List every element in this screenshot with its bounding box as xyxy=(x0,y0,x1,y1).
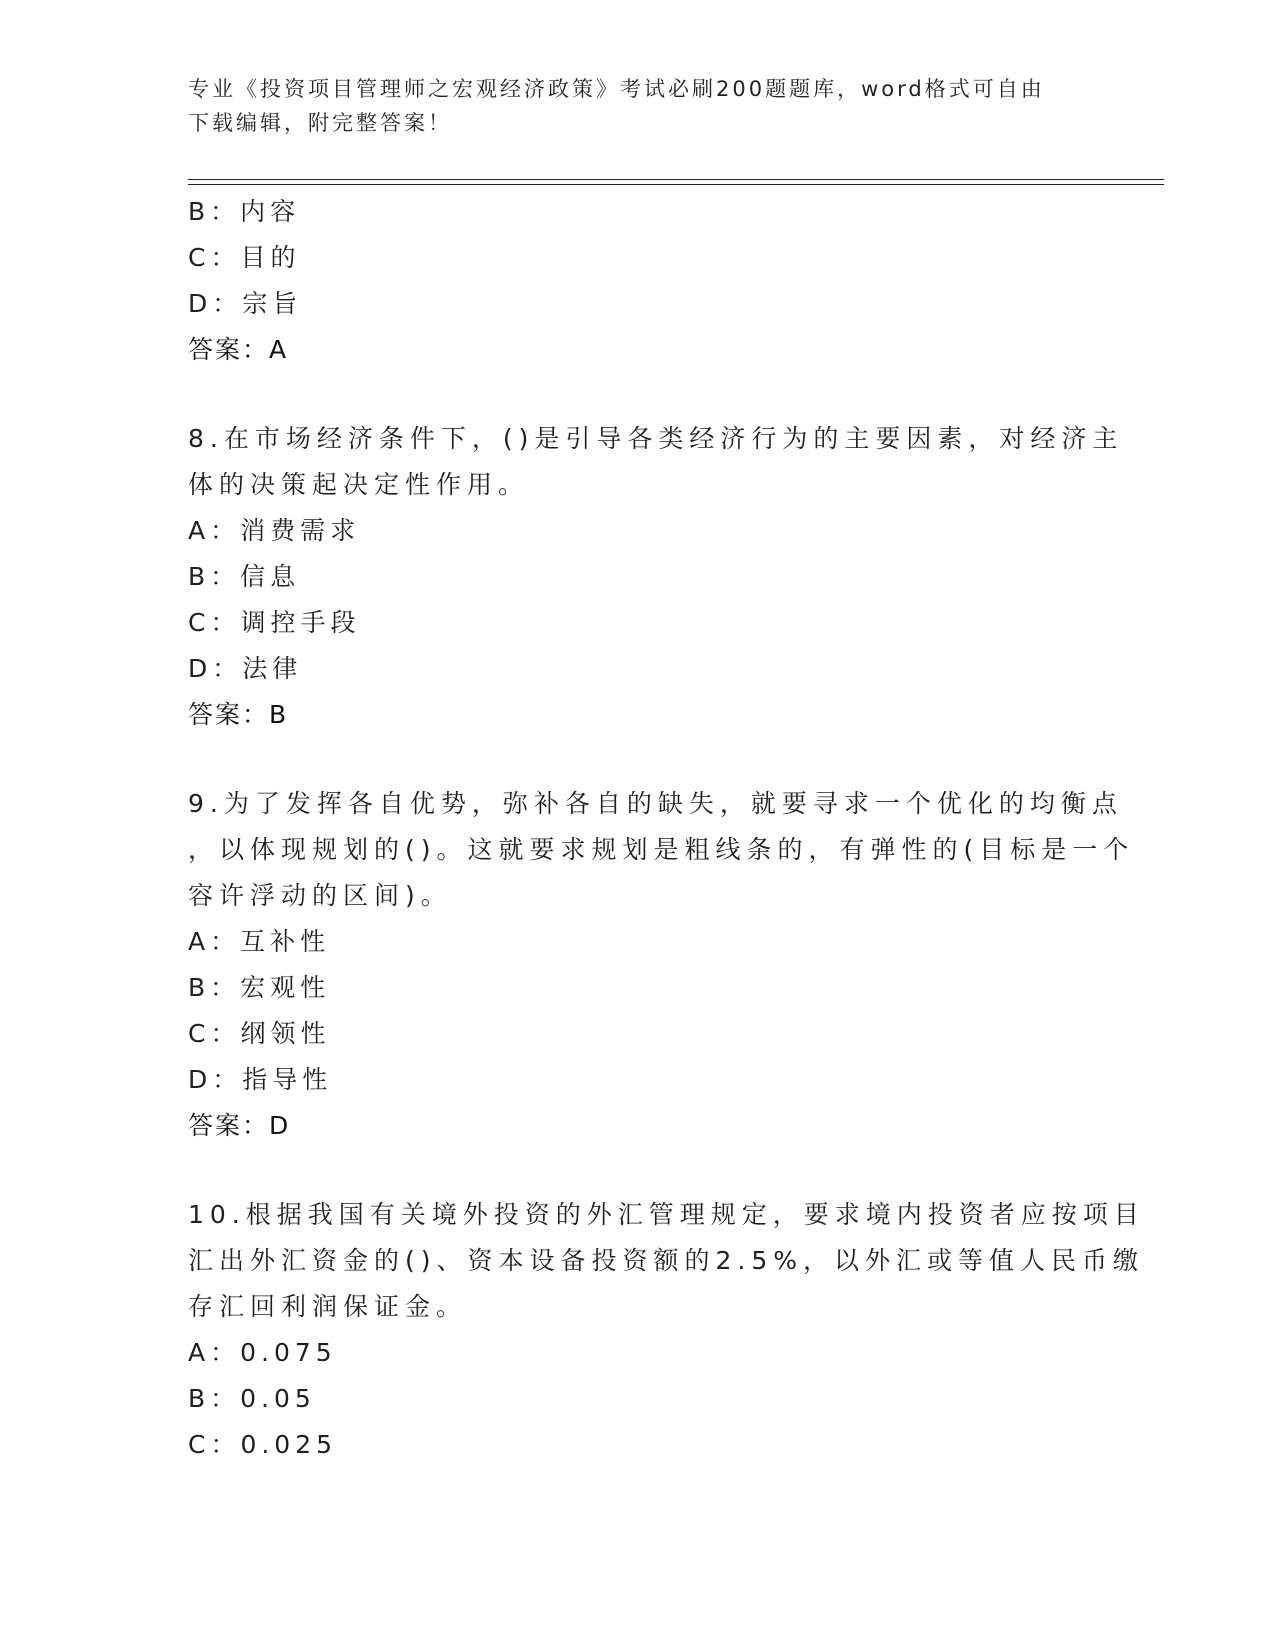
option-c: C：调控手段 xyxy=(188,608,361,637)
question-stem-line: 9.为了发挥各自优势，弥补各自的缺失，就要寻求一个优化的均衡点 xyxy=(188,789,1123,818)
question-9 xyxy=(188,781,1135,1149)
header-line-1: 专业《投资项目管理师之宏观经济政策》考试必刷200题题库，word格式可自由 xyxy=(188,77,1045,101)
document-header xyxy=(188,72,1088,140)
option-b: B：信息 xyxy=(188,562,301,591)
answer-line: 答案：D xyxy=(188,1111,291,1140)
question-stem-line: 体的决策起决定性作用。 xyxy=(188,470,530,499)
header-line-2: 下载编辑，附完整答案！ xyxy=(188,111,452,135)
spacer xyxy=(188,373,1088,416)
option-b: B：0.05 xyxy=(188,1384,316,1413)
option-d: D：法律 xyxy=(188,654,303,683)
question-stem-line: ，以体现规划的()。这就要求规划是粗线条的，有弹性的(目标是一个 xyxy=(188,835,1135,864)
question-stem-line: 8.在市场经济条件下，()是引导各类经济行为的主要因素，对经济主 xyxy=(188,424,1124,453)
header-divider-bottom xyxy=(188,184,1164,185)
option-a: A：消费需求 xyxy=(188,516,361,545)
option-a: A：互补性 xyxy=(188,927,331,956)
question-7-tail xyxy=(188,189,1088,373)
option-c: C：目的 xyxy=(188,243,301,272)
option-d: D：指导性 xyxy=(188,1065,333,1094)
question-stem-line: 汇出外汇资金的()、资本设备投资额的2.5%，以外汇或等值人民币缴 xyxy=(188,1246,1145,1275)
answer-line: 答案：B xyxy=(188,700,289,729)
question-stem-line: 10.根据我国有关境外投资的外汇管理规定，要求境内投资者应按项目 xyxy=(188,1200,1145,1229)
spacer xyxy=(188,1149,1088,1192)
option-b: B：内容 xyxy=(188,197,301,226)
spacer xyxy=(188,738,1088,781)
option-b: B：宏观性 xyxy=(188,973,331,1002)
document-body xyxy=(188,189,1145,1468)
answer-line: 答案：A xyxy=(188,335,289,364)
header-divider-top xyxy=(188,179,1164,180)
question-stem-line: 容许浮动的区间)。 xyxy=(188,881,452,910)
question-8 xyxy=(188,416,1124,738)
option-d: D：宗旨 xyxy=(188,289,303,318)
option-c: C：0.025 xyxy=(188,1430,338,1459)
question-stem-line: 存汇回利润保证金。 xyxy=(188,1292,468,1321)
option-a: A：0.075 xyxy=(188,1338,337,1367)
option-c: C：纲领性 xyxy=(188,1019,331,1048)
question-10 xyxy=(188,1192,1145,1468)
